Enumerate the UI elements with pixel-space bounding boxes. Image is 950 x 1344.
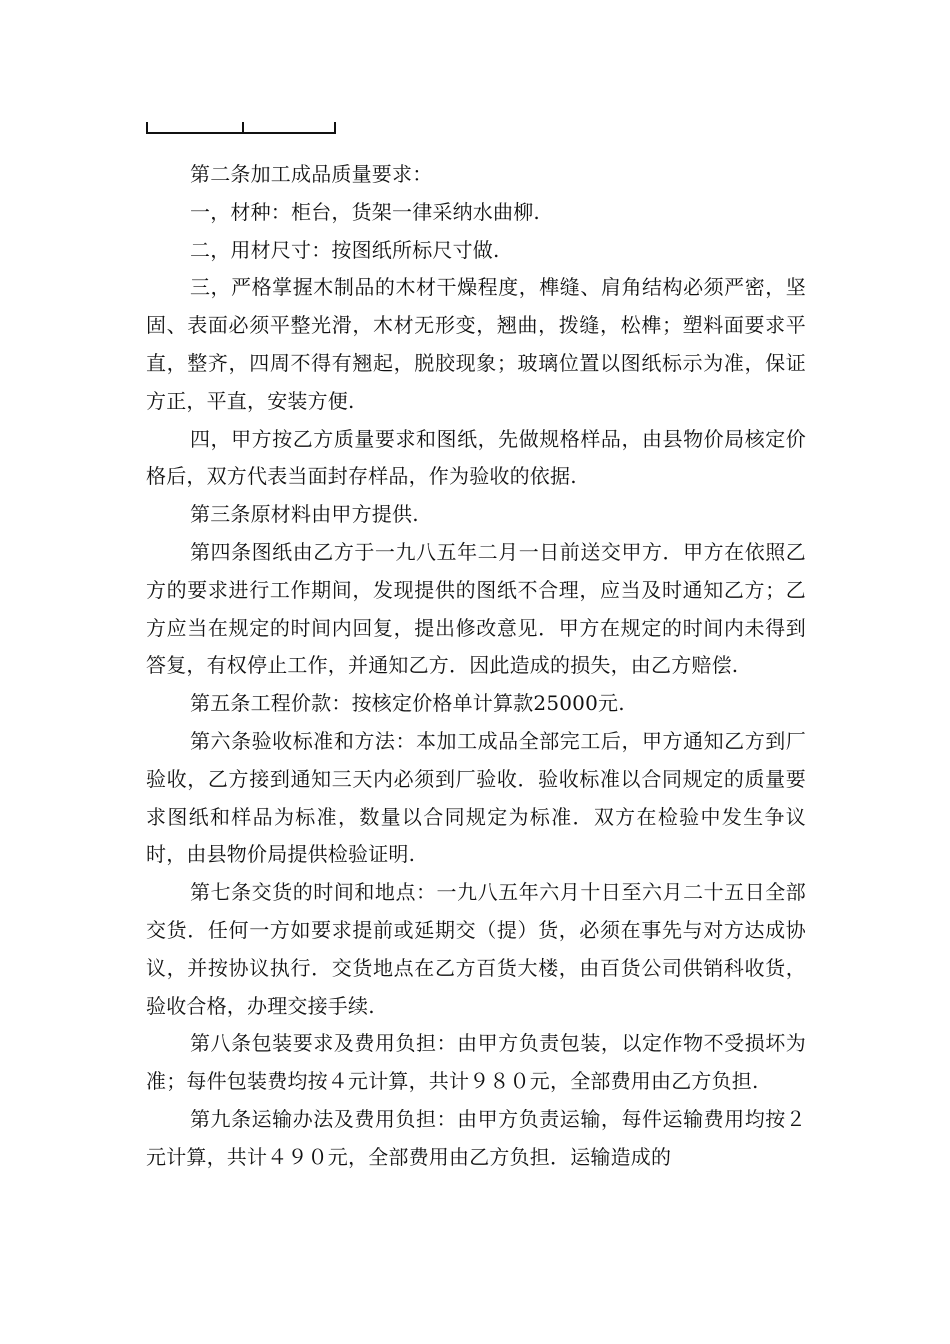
paragraph-article-5: 第五条工程价款：按核定价格单计算款25000元. [190, 691, 625, 716]
paragraph-article-2-heading: 第二条加工成品质量要求： [190, 162, 433, 186]
table-cell-divider [146, 122, 148, 134]
table-border-fragment [146, 122, 336, 134]
paragraph-material-size: 二，用材尺寸：按图纸所标尺寸做. [190, 237, 500, 262]
document-body [146, 156, 806, 1177]
paragraph-article-4: 第四条图纸由乙方于一九八五年二月一日前送交甲方．甲方在依照乙方的要求进行工作期间，发现提供的图纸不合理，应当及时通知乙方；乙方应当在规定的时间内回复，提出修改意见．甲方在规定的时间内未得到答复，有权停止工作，并通知乙方．因此造成的损失，由乙方赔偿. [146, 539, 806, 678]
table-cell-divider [334, 122, 336, 134]
paragraph-article-8: 第八条包装要求及费用负担：由甲方负责包装，以定作物不受损坏为准；每件包装费均按４元计算，共计９８０元，全部费用由乙方负担. [146, 1031, 806, 1094]
paragraph-sample: 四，甲方按乙方质量要求和图纸，先做规格样品，由县物价局核定价格后，双方代表当面封存样品，作为验收的依据. [146, 426, 806, 489]
paragraph-article-9: 第九条运输办法及费用负担：由甲方负责运输，每件运输费用均按２元计算，共计４９０元，全部费用由乙方负担．运输造成的 [146, 1106, 806, 1169]
paragraph-article-7: 第七条交货的时间和地点：一九八五年六月十日至六月二十五日全部交货．任何一方如要求提前或延期交（提）货，必须在事先与对方达成协议，并按协议执行．交货地点在乙方百货大楼，由百货公司供销科收货，验收合格，办理交接手续. [146, 880, 806, 1018]
table-bottom-border [146, 132, 336, 134]
paragraph-workmanship: 三，严格掌握木制品的木材干燥程度，榫缝、肩角结构必须严密，坚固、表面必须平整光滑，木材无形变，翘曲，拨缝，松榫；塑料面要求平直，整齐，四周不得有翘起，脱胶现象；玻璃位置以图纸标示为准，保证方正，平直，安装方便. [146, 275, 806, 413]
paragraph-article-3: 第三条原材料由甲方提供. [190, 502, 419, 527]
table-cell-divider [242, 122, 244, 134]
paragraph-article-6: 第六条验收标准和方法：本加工成品全部完工后，甲方通知乙方到厂验收，乙方接到通知三天内必须到厂验收．验收标准以合同规定的质量要求图纸和样品为标准，数量以合同规定为标准．双方在检验中发生争议时，由县物价局提供检验证明. [146, 728, 806, 867]
paragraph-material-type: 一，材种：柜台，货架一律采纳水曲柳. [190, 199, 540, 224]
